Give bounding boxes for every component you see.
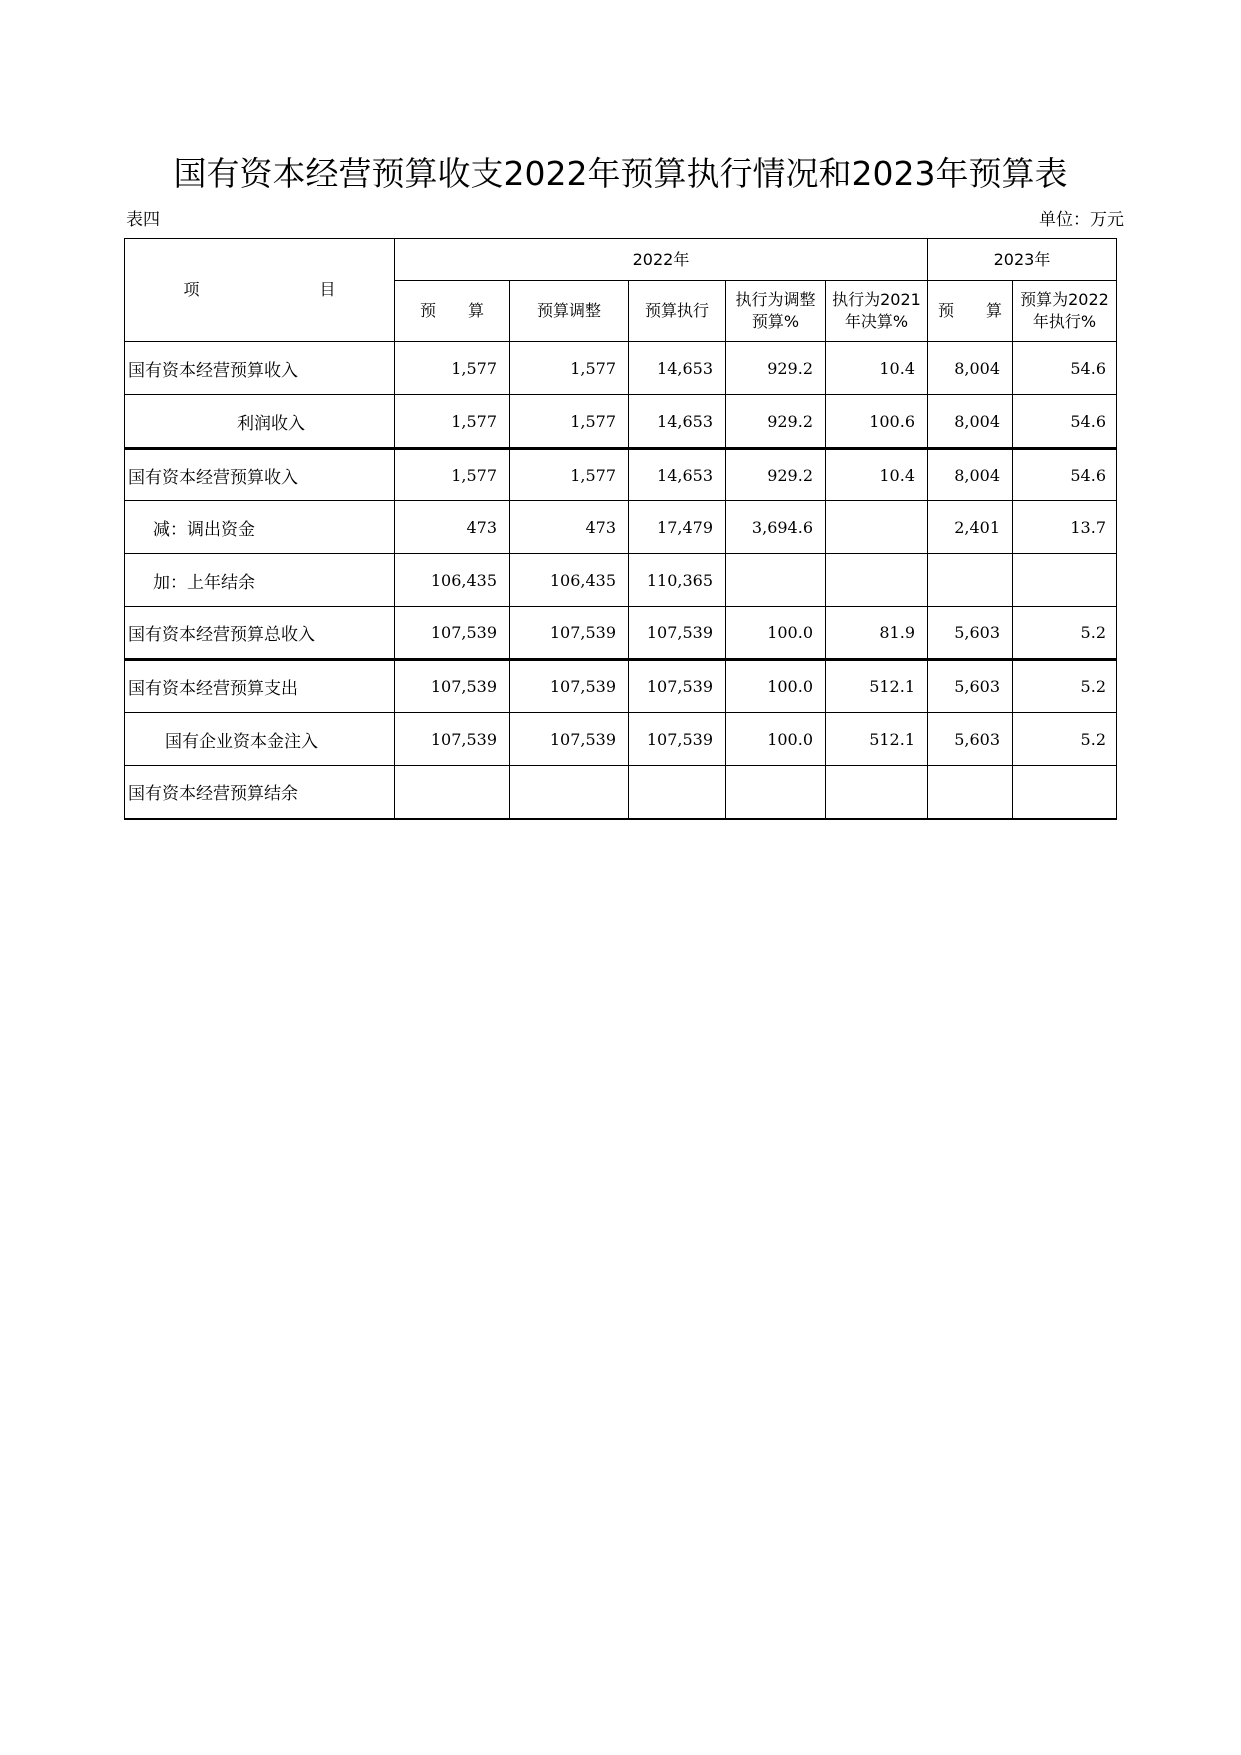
- cell-budget-vs-2022: 54.6: [1013, 449, 1117, 501]
- cell-budget-vs-2022: 5.2: [1013, 660, 1117, 713]
- cell-budget-2023: 8,004: [928, 342, 1013, 395]
- cell-budget: 106,435: [395, 554, 510, 607]
- year-2022-header: 2022年: [395, 239, 928, 281]
- cell-exec-vs-adj: 929.2: [726, 449, 826, 501]
- table-row: [125, 660, 1117, 713]
- row-label: 国有企业资本金注入: [125, 713, 395, 766]
- col-exec-vs-2021-line2: 年决算%: [844, 312, 909, 331]
- row-label: 减：调出资金: [125, 501, 395, 554]
- cell-budget-vs-2022: 5.2: [1013, 713, 1117, 766]
- cell-executed: [629, 766, 726, 819]
- cell-adjusted: 107,539: [510, 607, 629, 660]
- cell-exec-vs-adj: 100.0: [726, 713, 826, 766]
- cell-exec-vs-2021: 81.9: [826, 607, 928, 660]
- cell-budget-2023: 2,401: [928, 501, 1013, 554]
- cell-executed: 14,653: [629, 342, 726, 395]
- cell-executed: 17,479: [629, 501, 726, 554]
- item-header-a: 项: [183, 280, 200, 299]
- col-exec-vs-adj-header: [726, 281, 826, 342]
- col-exec-vs-adj-line2: 预算%: [751, 312, 800, 331]
- cell-budget: 1,577: [395, 395, 510, 449]
- row-label: 加：上年结余: [125, 554, 395, 607]
- row-label: 国有资本经营预算总收入: [125, 607, 395, 660]
- table-row: [125, 449, 1117, 501]
- cell-budget-2023: 5,603: [928, 607, 1013, 660]
- cell-budget-2023: 8,004: [928, 395, 1013, 449]
- row-label: 利润收入: [125, 395, 395, 449]
- cell-budget-vs-2022: 54.6: [1013, 395, 1117, 449]
- cell-exec-vs-adj: 929.2: [726, 395, 826, 449]
- cell-adjusted: 107,539: [510, 660, 629, 713]
- col-budget-vs-2022-header: [1013, 281, 1117, 342]
- col-exec-vs-2021-line1: 执行为2021: [832, 290, 921, 309]
- cell-adjusted: [510, 766, 629, 819]
- item-header: [125, 239, 395, 342]
- cell-exec-vs-adj: 100.0: [726, 660, 826, 713]
- row-label: 国有资本经营预算结余: [125, 766, 395, 819]
- col-budget-vs-2022-line2: 年执行%: [1032, 312, 1097, 331]
- cell-budget-vs-2022: [1013, 554, 1117, 607]
- cell-exec-vs-adj: 3,694.6: [726, 501, 826, 554]
- cell-budget: 107,539: [395, 607, 510, 660]
- table-row: [125, 342, 1117, 395]
- col-budget-header: 预 算: [395, 281, 510, 342]
- cell-budget: 1,577: [395, 342, 510, 395]
- cell-budget-2023: [928, 554, 1013, 607]
- cell-adjusted: 1,577: [510, 342, 629, 395]
- table-row: [125, 766, 1117, 819]
- cell-exec-vs-2021: 100.6: [826, 395, 928, 449]
- item-header-b: 目: [319, 280, 336, 299]
- cell-exec-vs-2021: [826, 501, 928, 554]
- table-row: [125, 607, 1117, 660]
- cell-budget: 473: [395, 501, 510, 554]
- cell-exec-vs-adj: [726, 766, 826, 819]
- cell-budget-2023: 5,603: [928, 660, 1013, 713]
- page-title: 国有资本经营预算收支2022年预算执行情况和2023年预算表: [173, 154, 1068, 193]
- cell-executed: 107,539: [629, 607, 726, 660]
- cell-budget-2023: 5,603: [928, 713, 1013, 766]
- cell-executed: 14,653: [629, 395, 726, 449]
- cell-executed: 14,653: [629, 449, 726, 501]
- cell-exec-vs-2021: [826, 766, 928, 819]
- cell-adjusted: 106,435: [510, 554, 629, 607]
- cell-executed: 107,539: [629, 713, 726, 766]
- cell-budget: 1,577: [395, 449, 510, 501]
- table-row: [125, 501, 1117, 554]
- table-number: 表四: [126, 210, 160, 230]
- cell-executed: 107,539: [629, 660, 726, 713]
- table-row: [125, 713, 1117, 766]
- cell-adjusted: 1,577: [510, 395, 629, 449]
- year-2023-header: 2023年: [928, 239, 1117, 281]
- cell-budget-vs-2022: [1013, 766, 1117, 819]
- col-exec-vs-2021-header: [826, 281, 928, 342]
- cell-exec-vs-adj: 929.2: [726, 342, 826, 395]
- col-exec-vs-adj-line1: 执行为调整: [735, 290, 816, 309]
- cell-executed: 110,365: [629, 554, 726, 607]
- cell-exec-vs-2021: 10.4: [826, 449, 928, 501]
- budget-table: [124, 238, 1117, 820]
- cell-adjusted: 1,577: [510, 449, 629, 501]
- row-label: 国有资本经营预算支出: [125, 660, 395, 713]
- col-executed-header: 预算执行: [629, 281, 726, 342]
- cell-budget-2023: 8,004: [928, 449, 1013, 501]
- cell-exec-vs-2021: [826, 554, 928, 607]
- cell-budget: 107,539: [395, 713, 510, 766]
- cell-budget-vs-2022: 5.2: [1013, 607, 1117, 660]
- cell-exec-vs-2021: 512.1: [826, 713, 928, 766]
- cell-exec-vs-2021: 512.1: [826, 660, 928, 713]
- cell-exec-vs-adj: [726, 554, 826, 607]
- cell-exec-vs-2021: 10.4: [826, 342, 928, 395]
- cell-budget-vs-2022: 54.6: [1013, 342, 1117, 395]
- col-adjusted-header: 预算调整: [510, 281, 629, 342]
- cell-adjusted: 107,539: [510, 713, 629, 766]
- unit-label: 单位：万元: [1039, 210, 1124, 230]
- cell-budget-vs-2022: 13.7: [1013, 501, 1117, 554]
- col-budget-vs-2022-line1: 预算为2022: [1020, 290, 1109, 309]
- cell-exec-vs-adj: 100.0: [726, 607, 826, 660]
- table-row: [125, 395, 1117, 449]
- row-label: 国有资本经营预算收入: [125, 342, 395, 395]
- table-row: [125, 554, 1117, 607]
- row-label: 国有资本经营预算收入: [125, 449, 395, 501]
- col-budget-2023-header: 预 算: [928, 281, 1013, 342]
- cell-budget: [395, 766, 510, 819]
- cell-budget-2023: [928, 766, 1013, 819]
- cell-budget: 107,539: [395, 660, 510, 713]
- cell-adjusted: 473: [510, 501, 629, 554]
